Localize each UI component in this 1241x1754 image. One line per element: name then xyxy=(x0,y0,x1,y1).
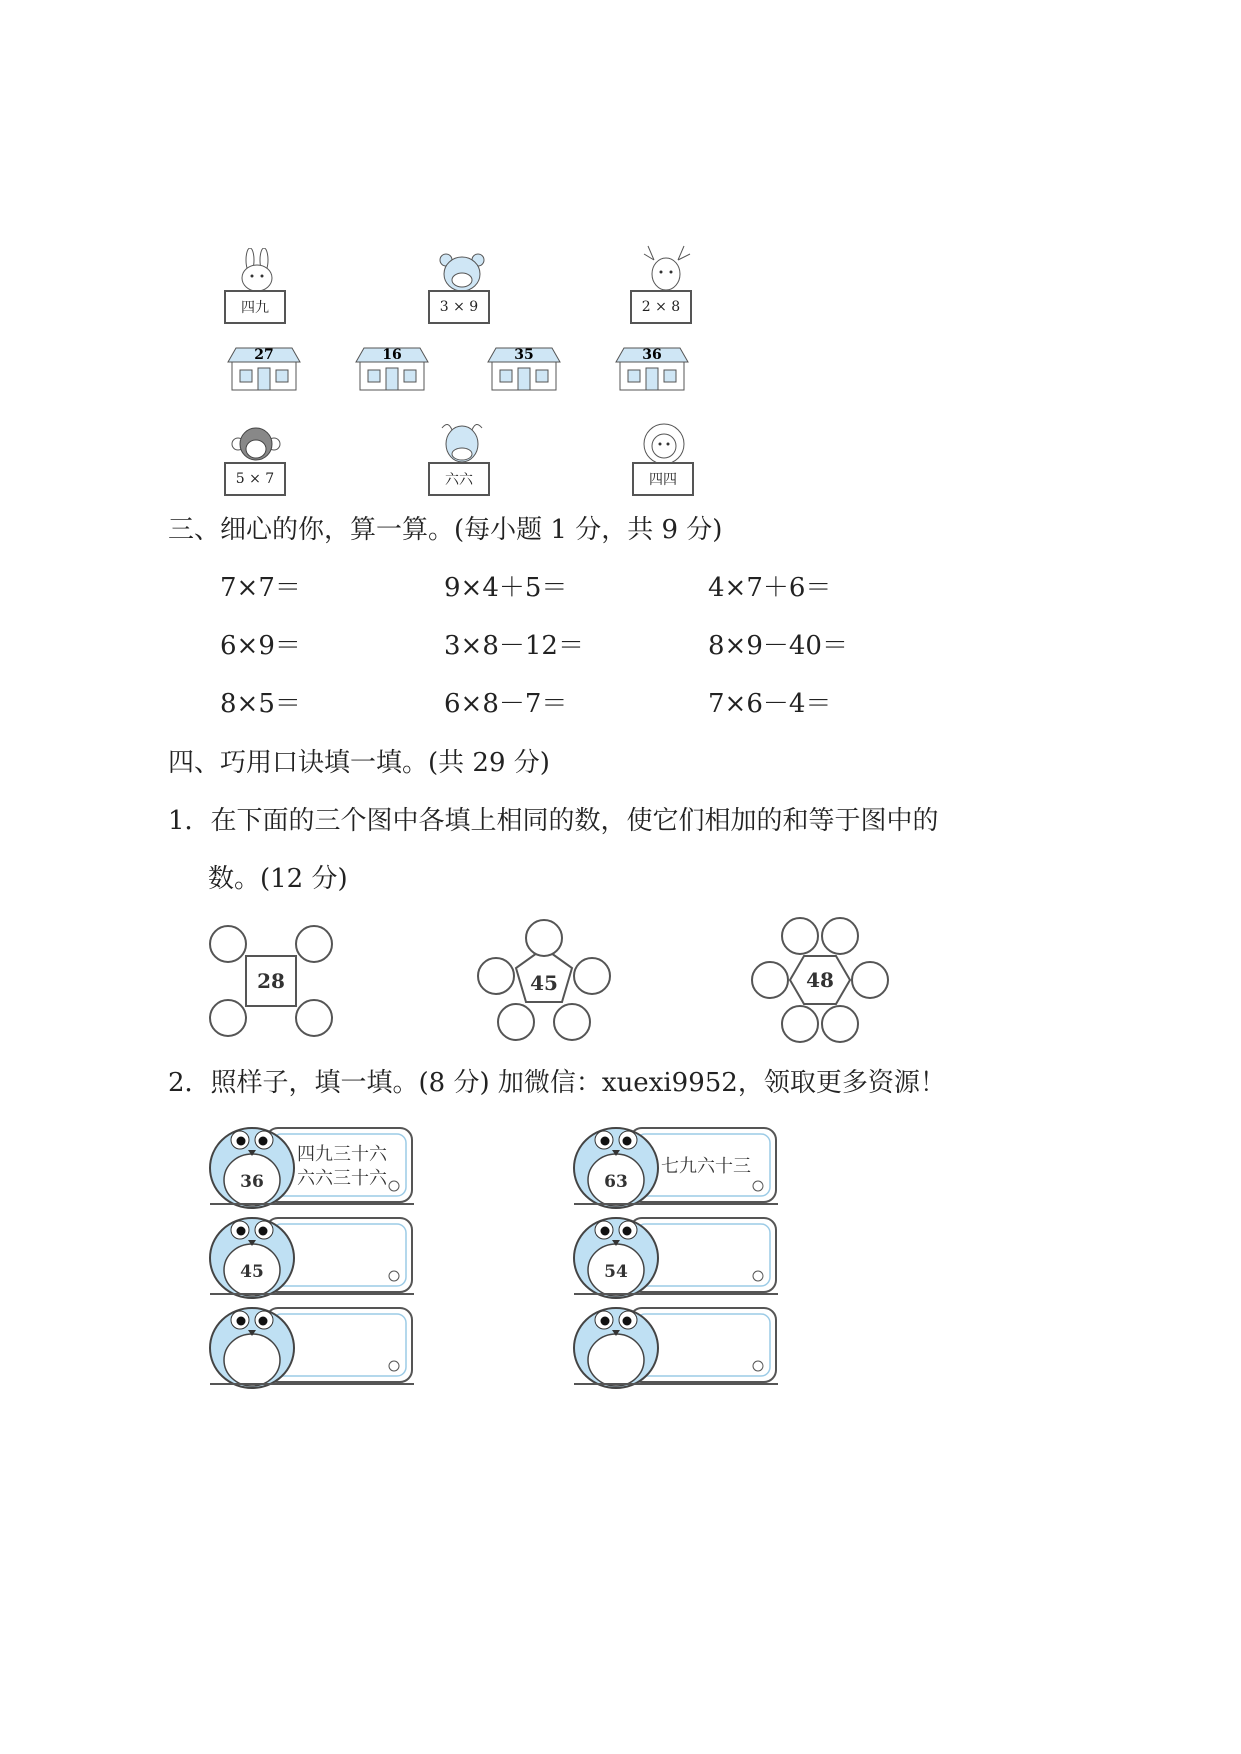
answer-circle xyxy=(782,918,818,954)
house xyxy=(356,347,428,390)
penguin-number: 54 xyxy=(604,1262,628,1282)
penguin-card xyxy=(570,1214,782,1302)
house-number: 35 xyxy=(514,347,534,363)
house-number: 27 xyxy=(254,347,274,363)
answer-circle xyxy=(752,962,788,998)
houses xyxy=(220,342,700,394)
penguin-card xyxy=(206,1214,418,1302)
penguin-card xyxy=(206,1124,418,1212)
penguin-number: 63 xyxy=(604,1172,628,1192)
answer-circle xyxy=(498,1004,534,1040)
answer-circle xyxy=(210,1000,246,1036)
question-1-text: 1．在下面的三个图中各填上相同的数，使它们相加的和等于图中的 xyxy=(168,806,939,836)
question-2-text: 2．照样子，填一填。(8 分) 加微信：xuexi9952，领取更多资源！ xyxy=(168,1068,946,1098)
answer-circle xyxy=(782,1006,818,1042)
cow-icon xyxy=(434,420,490,466)
animal-card: 四九 xyxy=(224,290,286,324)
answer-circle xyxy=(852,962,888,998)
house xyxy=(616,347,688,390)
pentagon-value: 45 xyxy=(530,971,558,995)
penguin-rhyme: 七九六十三 xyxy=(661,1156,751,1177)
animal-card: 5 × 7 xyxy=(224,462,286,496)
penguin-card xyxy=(206,1304,418,1392)
problem: 8×5＝ xyxy=(220,689,301,719)
penguin-number: 45 xyxy=(240,1262,264,1282)
answer-circle xyxy=(554,1004,590,1040)
penguin-card xyxy=(570,1124,782,1212)
question-1-text-cont: 数。(12 分) xyxy=(208,864,348,894)
house-number: 16 xyxy=(382,347,402,363)
section-3-heading: 三、细心的你，算一算。(每小题 1 分，共 9 分) xyxy=(168,515,723,545)
problem: 6×9＝ xyxy=(220,631,301,661)
penguin-number: 36 xyxy=(240,1172,264,1192)
lion-icon xyxy=(636,420,692,466)
problem: 8×9－40＝ xyxy=(708,631,848,661)
penguin-rhyme: 四九三十六 xyxy=(297,1144,387,1165)
square-value: 28 xyxy=(257,969,285,993)
problem: 6×8－7＝ xyxy=(444,689,568,719)
problem: 7×6－4＝ xyxy=(708,689,832,719)
answer-circle xyxy=(296,926,332,962)
square-figure xyxy=(206,922,336,1040)
answer-circle xyxy=(210,926,246,962)
animal-card: 2 × 8 xyxy=(630,290,692,324)
problem: 3×8－12＝ xyxy=(444,631,584,661)
hexagon-figure xyxy=(750,914,890,1048)
problem: 9×4＋5＝ xyxy=(444,573,568,603)
monkey-icon xyxy=(228,424,284,466)
problem: 7×7＝ xyxy=(220,573,301,603)
answer-circle xyxy=(822,918,858,954)
hexagon-value: 48 xyxy=(806,968,834,992)
answer-circle xyxy=(478,958,514,994)
answer-circle xyxy=(526,920,562,956)
bear-icon xyxy=(432,250,492,294)
answer-circle xyxy=(822,1006,858,1042)
answer-circle xyxy=(574,958,610,994)
house-number: 36 xyxy=(642,347,662,363)
animal-card: 四四 xyxy=(632,462,694,496)
penguin-rhyme: 六六三十六 xyxy=(297,1168,387,1189)
animal-card: 3 × 9 xyxy=(428,290,490,324)
problem: 4×7＋6＝ xyxy=(708,573,832,603)
deer-icon xyxy=(640,242,694,294)
animal-card: 六六 xyxy=(428,462,490,496)
answer-circle xyxy=(296,1000,332,1036)
house xyxy=(228,347,300,390)
penguin-card xyxy=(570,1304,782,1392)
section-4-heading: 四、巧用口诀填一填。(共 29 分) xyxy=(168,748,550,778)
house xyxy=(488,347,560,390)
pentagon-figure xyxy=(474,918,614,1046)
rabbit-icon xyxy=(228,248,288,294)
